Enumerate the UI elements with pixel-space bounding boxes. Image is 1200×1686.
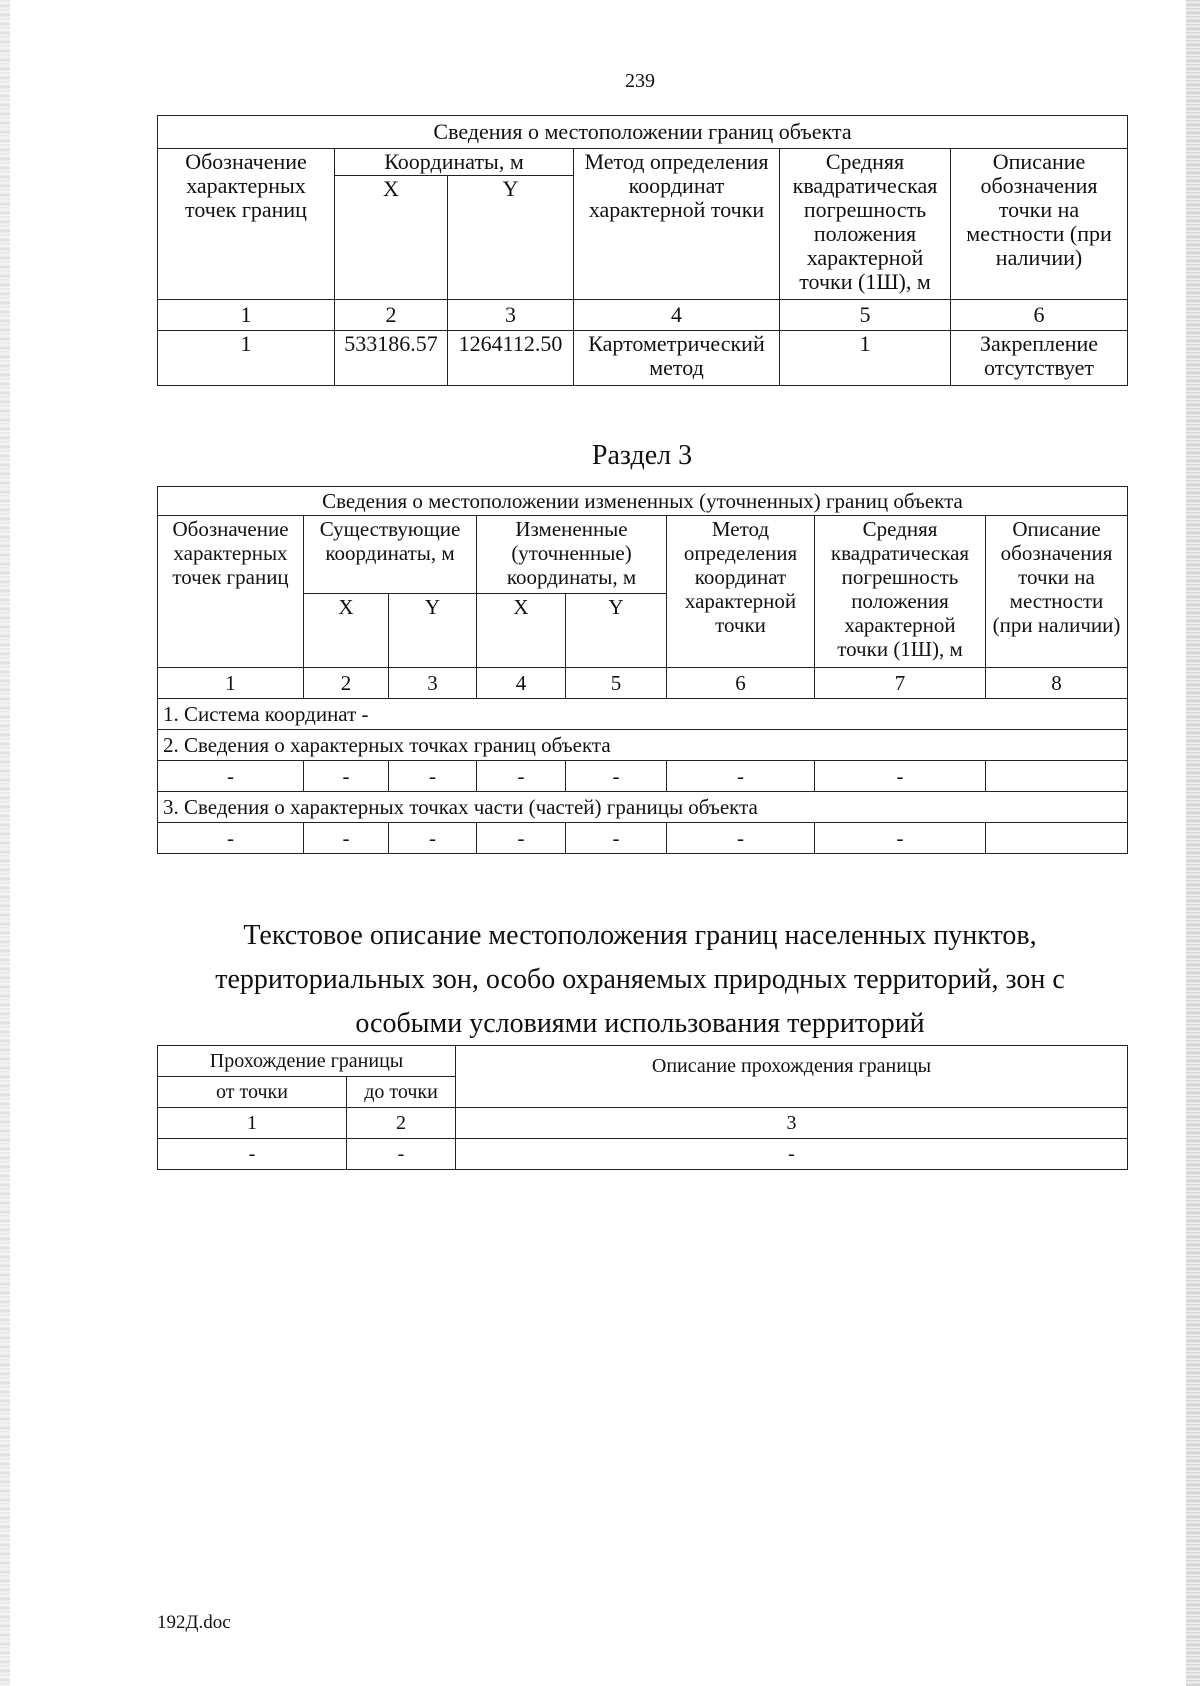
header-method: Метод определения координат характерной точки xyxy=(667,516,815,668)
table-row xyxy=(158,823,1128,854)
column-number: 1 xyxy=(158,668,304,699)
table-cell: - xyxy=(815,823,986,854)
column-number: 2 xyxy=(335,300,448,331)
header-y: Y xyxy=(566,594,667,668)
heading-line: Текстовое описание местоположения границ населенных пунктов, xyxy=(243,920,1037,951)
boundary-passage-table xyxy=(157,1045,1128,1170)
table-cell: - xyxy=(304,761,389,792)
section-title: Раздел 3 xyxy=(591,440,693,471)
table-cell xyxy=(986,761,1128,792)
table-title: Сведения о местоположении измененных (уточненных) границ объекта xyxy=(158,487,1128,516)
header-method: Метод определения координат характерной точки xyxy=(574,149,780,300)
coord-y: 1264112.50 xyxy=(448,331,574,386)
header-y: Y xyxy=(448,176,574,300)
column-number: 8 xyxy=(986,668,1128,699)
table-cell: - xyxy=(389,761,477,792)
column-number: 3 xyxy=(389,668,477,699)
scan-edge-left xyxy=(0,0,10,1686)
header-x: X xyxy=(335,176,448,300)
header-existing-coordinates: Существующие координаты, м xyxy=(304,516,477,594)
column-number: 1 xyxy=(158,1108,347,1139)
column-number: 6 xyxy=(667,668,815,699)
boundary-points-row: 2. Сведения о характерных точках границ объекта xyxy=(158,730,1128,761)
header-from-point: от точки xyxy=(158,1077,347,1108)
table-cell: - xyxy=(667,761,815,792)
header-description: Описание обозначения точки на местности (при наличии) xyxy=(986,516,1128,668)
table-cell: - xyxy=(667,823,815,854)
column-number: 4 xyxy=(477,668,566,699)
column-number: 5 xyxy=(566,668,667,699)
table-cell: - xyxy=(158,1139,347,1170)
table-cell: - xyxy=(304,823,389,854)
point-id: 1 xyxy=(158,331,335,386)
column-number: 6 xyxy=(951,300,1128,331)
heading-line: территориальных зон, особо охраняемых природных территорий, зон с xyxy=(215,964,1065,995)
document-filename: 192Д.doc xyxy=(157,1612,231,1633)
boundary-parts-row: 3. Сведения о характерных точках части (частей) границы объекта xyxy=(158,792,1128,823)
table-cell: - xyxy=(566,761,667,792)
column-number: 7 xyxy=(815,668,986,699)
header-point-designation: Обозначение характерных точек границ xyxy=(158,516,304,668)
column-number: 5 xyxy=(780,300,951,331)
table-row xyxy=(158,331,1128,386)
header-error: Средняя квадратическая погрешность положения характерной точки (1Ш), м xyxy=(815,516,986,668)
error-value: 1 xyxy=(780,331,951,386)
table-cell: - xyxy=(158,823,304,854)
scan-edge-right xyxy=(1186,0,1200,1686)
column-number: 2 xyxy=(347,1108,456,1139)
column-number: 3 xyxy=(456,1108,1128,1139)
table-row xyxy=(158,1139,1128,1170)
column-number: 1 xyxy=(158,300,335,331)
coordinate-system-row: 1. Система координат - xyxy=(158,699,1128,730)
header-y: Y xyxy=(389,594,477,668)
column-number-row xyxy=(158,300,1128,331)
table-cell: - xyxy=(477,761,566,792)
table-cell: - xyxy=(566,823,667,854)
table-cell: - xyxy=(347,1139,456,1170)
boundary-location-table xyxy=(157,115,1128,386)
header-passage: Прохождение границы xyxy=(158,1046,456,1077)
header-x: X xyxy=(304,594,389,668)
method-value: Картометрический метод xyxy=(574,331,780,386)
text-description-heading xyxy=(140,914,1140,1046)
table-title: Сведения о местоположении границ объекта xyxy=(158,116,1128,149)
header-description: Описание обозначения точки на местности (при наличии) xyxy=(951,149,1128,300)
column-number-row xyxy=(158,668,1128,699)
table-cell xyxy=(986,823,1128,854)
table-cell: - xyxy=(389,823,477,854)
header-x: X xyxy=(477,594,566,668)
header-point-designation: Обозначение характерных точек границ xyxy=(158,149,335,300)
column-number: 2 xyxy=(304,668,389,699)
column-number-row xyxy=(158,1108,1128,1139)
page-number: 239 xyxy=(625,70,655,92)
header-changed-coordinates: Измененные (уточненные) координаты, м xyxy=(477,516,667,594)
table-cell: - xyxy=(456,1139,1128,1170)
table-cell: - xyxy=(815,761,986,792)
coord-x: 533186.57 xyxy=(335,331,448,386)
header-to-point: до точки xyxy=(347,1077,456,1108)
table-cell: - xyxy=(477,823,566,854)
header-passage-description: Описание прохождения границы xyxy=(456,1046,1128,1108)
header-error: Средняя квадратическая погрешность положения характерной точки (1Ш), м xyxy=(780,149,951,300)
changed-boundaries-table xyxy=(157,486,1128,854)
column-number: 4 xyxy=(574,300,780,331)
header-coordinates: Координаты, м xyxy=(335,149,574,176)
column-number: 3 xyxy=(448,300,574,331)
heading-line: особыми условиями использования территорий xyxy=(355,1008,925,1039)
description-value: Закрепление отсутствует xyxy=(951,331,1128,386)
table-cell: - xyxy=(158,761,304,792)
table-row xyxy=(158,761,1128,792)
